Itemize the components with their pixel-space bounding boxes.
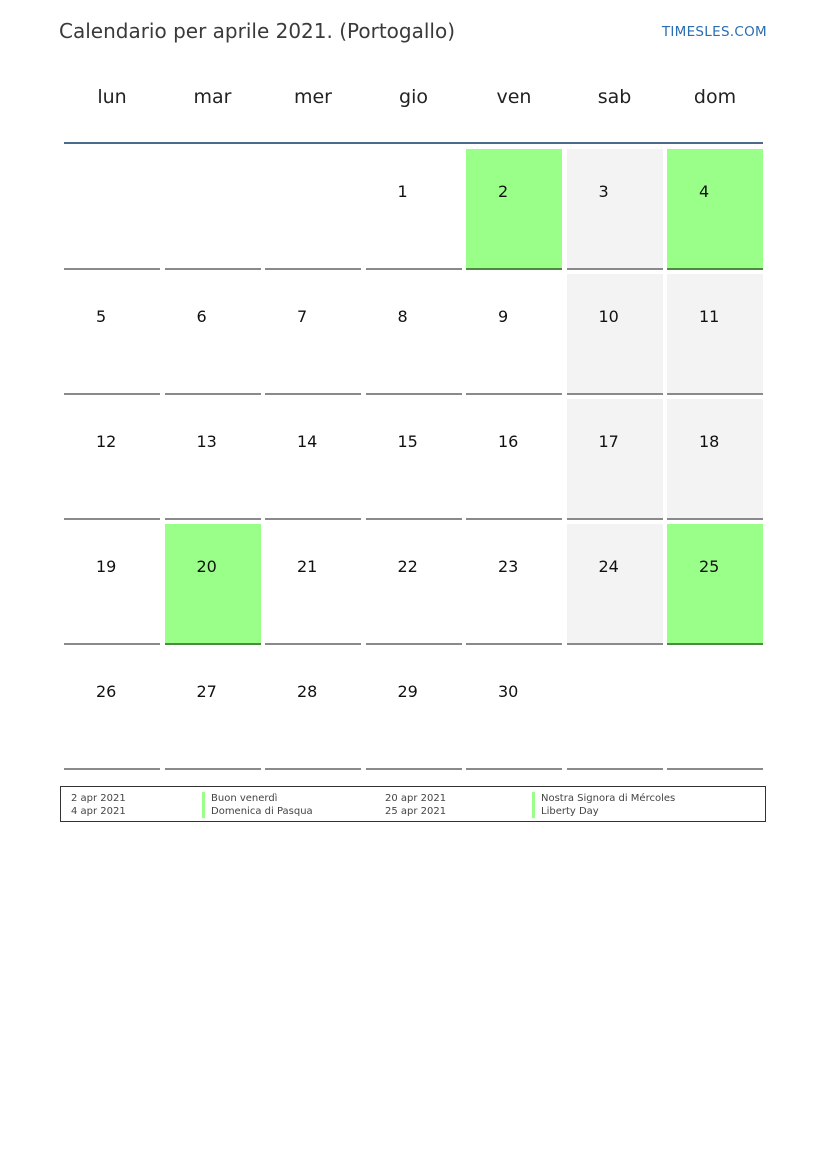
weekday-label: mer [293,86,332,108]
weekday-label: lun [97,86,127,108]
day-cell[interactable] [64,274,160,395]
day-cell[interactable] [567,524,663,645]
legend-date: 2 apr 2021 [71,793,126,804]
day-cell[interactable] [64,524,160,645]
day-number: 21 [297,557,318,576]
day-number: 8 [397,307,408,326]
day-number: 5 [96,307,107,326]
day-number: 16 [498,432,519,451]
header-rule [64,142,763,144]
legend-holiday-name: Nostra Signora di Mércoles [541,793,676,804]
day-cell[interactable] [366,399,462,520]
day-number: 28 [297,682,318,701]
day-cell[interactable] [567,399,663,520]
day-cell[interactable] [466,149,562,270]
day-number: 9 [498,307,509,326]
day-number: 23 [498,557,519,576]
day-cell[interactable] [265,649,361,770]
weekday-label: gio [399,86,428,108]
day-number: 15 [397,432,418,451]
day-number: 11 [699,307,720,326]
brand-link[interactable]: TIMESLES.COM [661,24,767,40]
day-number: 22 [397,557,418,576]
weekday-label: dom [693,86,737,108]
empty-day-cell [64,149,160,270]
empty-day-cell [265,149,361,270]
day-number: 17 [598,432,619,451]
legend-holiday-name: Buon venerdì [211,793,278,804]
weekday-label: mar [193,86,232,108]
day-number: 25 [699,557,720,576]
day-number: 1 [397,182,408,201]
weekday-label: ven [496,86,532,108]
day-number: 20 [196,557,217,576]
day-cell[interactable] [165,274,261,395]
legend-date: 25 apr 2021 [385,806,447,817]
day-cell[interactable] [366,149,462,270]
day-cell[interactable] [567,274,663,395]
legend-dates-left [71,792,126,818]
day-cell[interactable] [165,399,261,520]
day-cell[interactable] [265,524,361,645]
weekday-label: sab [597,86,632,108]
day-cell[interactable] [165,524,261,645]
legend-holiday-name: Domenica di Pasqua [211,806,313,817]
day-cell[interactable] [64,399,160,520]
day-number: 27 [196,682,217,701]
day-cell[interactable] [366,524,462,645]
day-number: 19 [96,557,117,576]
day-number: 29 [397,682,418,701]
legend-names-right [532,792,675,818]
day-cell[interactable] [366,649,462,770]
day-cell[interactable] [667,399,763,520]
day-cell[interactable] [466,274,562,395]
legend-holiday-name: Liberty Day [541,806,599,817]
legend-date: 20 apr 2021 [385,793,447,804]
day-number: 13 [196,432,217,451]
empty-day-cell [667,649,763,770]
day-number: 3 [598,182,609,201]
day-cell[interactable] [667,274,763,395]
day-number: 7 [297,307,308,326]
day-number: 26 [96,682,117,701]
day-cell[interactable] [165,649,261,770]
day-number: 18 [699,432,720,451]
page-title: Calendario per aprile 2021. (Portogallo) [59,19,456,43]
day-cell[interactable] [466,649,562,770]
day-number: 10 [598,307,619,326]
day-cell[interactable] [64,649,160,770]
day-number: 14 [297,432,318,451]
day-number: 24 [598,557,619,576]
day-cell[interactable] [265,274,361,395]
day-cell[interactable] [466,524,562,645]
weekday-header-row [64,86,763,122]
day-cell[interactable] [366,274,462,395]
day-cell[interactable] [567,149,663,270]
day-number: 6 [196,307,207,326]
day-number: 2 [498,182,509,201]
empty-day-cell [165,149,261,270]
day-number: 4 [699,182,710,201]
day-number: 12 [96,432,117,451]
day-cell[interactable] [466,399,562,520]
day-cell[interactable] [667,149,763,270]
holiday-legend [60,786,766,822]
day-number: 30 [498,682,519,701]
legend-dates-right [385,792,446,818]
legend-date: 4 apr 2021 [71,806,126,817]
empty-day-cell [567,649,663,770]
legend-names-left [202,792,313,818]
calendar-grid [64,149,763,770]
day-cell[interactable] [265,399,361,520]
day-cell[interactable] [667,524,763,645]
